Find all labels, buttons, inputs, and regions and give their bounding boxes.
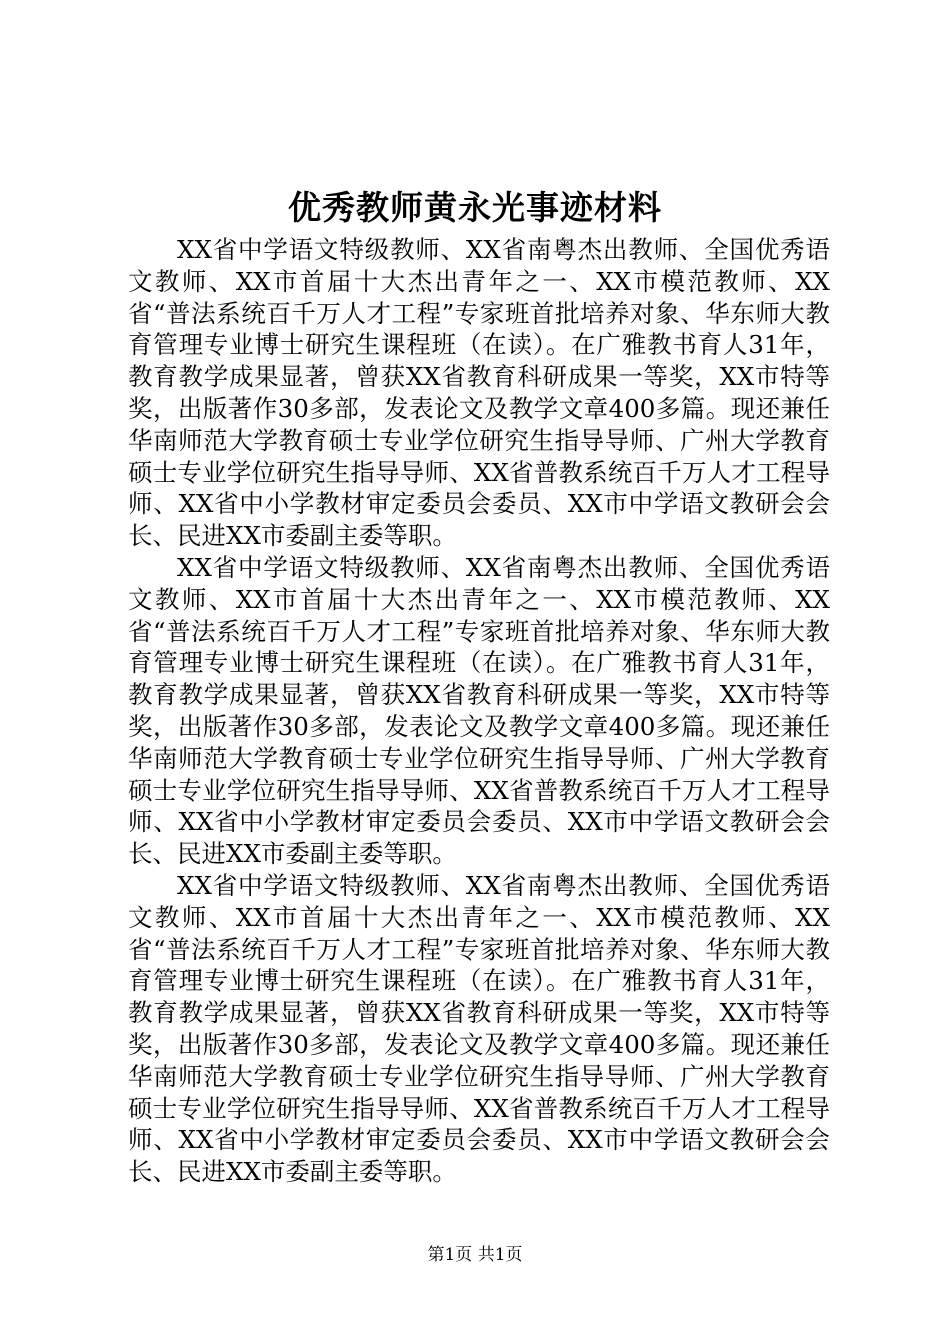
- paragraph: XX省中学语文特级教师、XX省南粤杰出教师、全国优秀语文教师、XX市首届十大杰出青年之一、XX市模范教师、XX省“普法系统百千万人才工程”专家班首批培养对象、华东师大教育管理专业博士研究生课程班（在读）。在广雅教书育人31年，教育教学成果显著，曾获XX省教育科研成果一等奖，XX市特等奖，出版著作30多部，发表论文及教学文章400多篇。现还兼任华南师范大学教育硕士专业学位研究生指导导师、广州大学教育硕士专业学位研究生指导导师、XX省普教系统百千万人才工程导师、XX省中小学教材审定委员会委员、XX市中学语文教研会会长、民进XX市委副主委等职。: [128, 235, 830, 551]
- paragraph: XX省中学语文特级教师、XX省南粤杰出教师、全国优秀语文教师、XX市首届十大杰出青年之一、XX市模范教师、XX省“普法系统百千万人才工程”专家班首批培养对象、华东师大教育管理专业博士研究生课程班（在读）。在广雅教书育人31年，教育教学成果显著，曾获XX省教育科研成果一等奖，XX市特等奖，出版著作30多部，发表论文及教学文章400多篇。现还兼任华南师范大学教育硕士专业学位研究生指导导师、广州大学教育硕士专业学位研究生指导导师、XX省普教系统百千万人才工程导师、XX省中小学教材审定委员会委员、XX市中学语文教研会会长、民进XX市委副主委等职。: [128, 870, 830, 1187]
- paragraph: XX省中学语文特级教师、XX省南粤杰出教师、全国优秀语文教师、XX市首届十大杰出青年之一、XX市模范教师、XX省“普法系统百千万人才工程”专家班首批培养对象、华东师大教育管理专业博士研究生课程班（在读）。在广雅教书育人31年，教育教学成果显著，曾获XX省教育科研成果一等奖，XX市特等奖，出版著作30多部，发表论文及教学文章400多篇。现还兼任华南师范大学教育硕士专业学位研究生指导导师、广州大学教育硕士专业学位研究生指导导师、XX省普教系统百千万人才工程导师、XX省中小学教材审定委员会委员、XX市中学语文教研会会长、民进XX市委副主委等职。: [128, 552, 830, 869]
- document-body: [128, 234, 830, 1188]
- document-title: 优秀教师黄永光事迹材料: [288, 188, 662, 227]
- page-footer: 第1页 共1页: [427, 1245, 523, 1265]
